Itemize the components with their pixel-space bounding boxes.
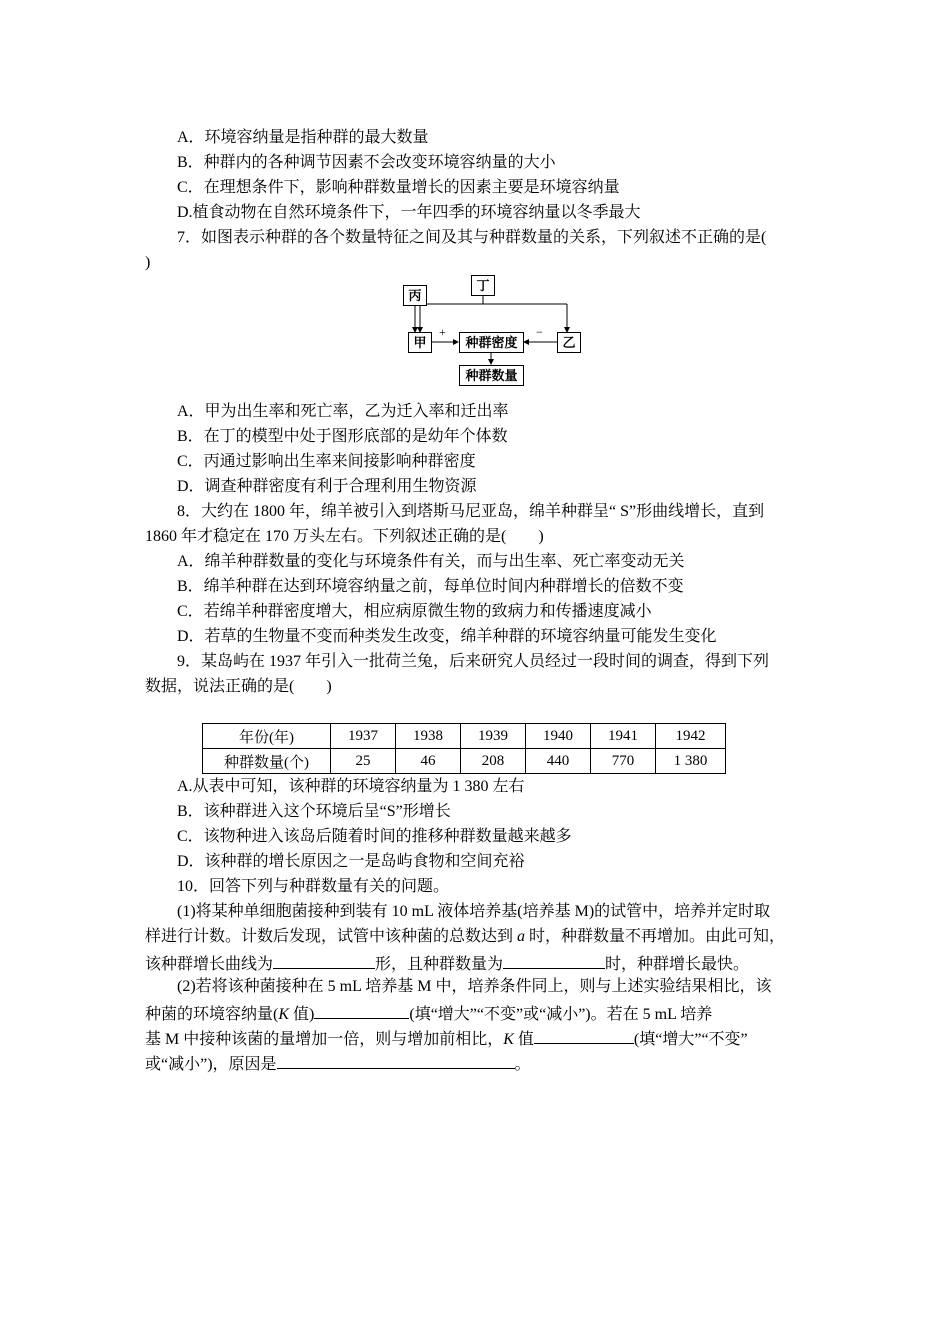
text-span: 基 M 中接种该菌的量增加一倍，则与增加前相比， [145,1031,504,1048]
table-cell: 25 [331,749,396,774]
q7-option-a: A．甲为出生率和死亡率，乙为迁入率和迁出率 [177,403,509,420]
q8-option-d: D．若草的生物量不变而种类发生改变，绵羊种群的环境容纳量可能发生变化 [177,628,717,645]
q10-part2-line1: (2)若将该种菌接种在 5 mL 培养基 M 中，培养条件同上，则与上述实验结果相比，该 [177,978,772,995]
q10-part2-line4 [145,1052,531,1075]
table-row [203,749,726,774]
text-span: 或“减小”)，原因是 [145,1056,277,1073]
answer-blank-4[interactable] [534,1027,634,1044]
table-header-cell: 年份(年) [203,724,331,749]
q6-option-b: B．种群内的各种调节因素不会改变环境容纳量的大小 [177,154,556,171]
box-count: 种群数量 [459,365,524,386]
text-span: (填“增大”“不变” [633,1031,748,1048]
q8-stem-2: 1860 年才稳定在 170 万头左右。下列叙述正确的是( ) [145,528,544,545]
box-bing: 丙 [403,285,427,306]
box-jia: 甲 [408,332,432,353]
q7-option-c: C．丙通过影响出生率来间接影响种群密度 [177,453,476,470]
q9-option-c: C．该物种进入该岛后随着时间的推移种群数量越来越多 [177,828,572,845]
q10-part2-line3 [145,1027,748,1050]
q8-option-c: C．若绵羊种群密度增大，相应病原微生物的致病力和传播速度减小 [177,603,652,620]
answer-blank-3[interactable] [314,1002,409,1019]
text-span: 种菌的环境容纳量( [145,1006,279,1023]
table-cell: 1 380 [656,749,726,774]
text-span: 时，种群增长最快。 [605,956,750,973]
q10-part1-line2 [145,927,785,947]
q6-option-c: C．在理想条件下，影响种群数量增长的因素主要是环境容纳量 [177,179,620,196]
text-span: 值) [289,1006,315,1023]
table-header-cell: 种群数量(个) [203,749,331,774]
box-yi: 乙 [557,332,581,353]
q9-option-d: D．该种群的增长原因之一是岛屿食物和空间充裕 [177,853,525,870]
q9-stem-2: 数据，说法正确的是( ) [145,678,332,695]
variable-k: K [278,1006,290,1023]
text-span: 。 [514,1056,531,1073]
plus-sign: + [439,325,446,339]
text-span: 形，且种群数量为 [375,956,504,973]
text-span: 时，种群数量不再增加。由此可知， [525,928,786,945]
table-cell: 46 [396,749,461,774]
q6-option-a: A．环境容纳量是指种群的最大数量 [177,129,429,146]
q8-option-a: A．绵羊种群数量的变化与环境条件有关，而与出生率、死亡率变动无关 [177,553,685,570]
table-cell: 208 [461,749,526,774]
text-span: 该种群增长曲线为 [145,956,274,973]
q9-stem: 9．某岛屿在 1937 年引入一批荷兰兔，后来研究人员经过一段时间的调查，得到下列 [177,653,770,670]
q8-stem: 8．大约在 1800 年，绵羊被引入到塔斯马尼亚岛，绵羊种群呈“ S”形曲线增长，直到 [177,503,765,520]
box-ding: 丁 [471,275,495,296]
q9-option-b: B．该种群进入这个环境后呈“S”形增长 [177,803,451,820]
q7-option-d: D．调查种群密度有利于合理利用生物资源 [177,478,477,495]
q10-stem: 10．回答下列与种群数量有关的问题。 [177,878,450,895]
table-cell: 1940 [526,724,591,749]
q10-part1-line3 [145,952,749,975]
answer-blank-1[interactable] [273,952,375,969]
population-diagram [400,272,585,390]
variable-k: K [503,1031,514,1048]
text-span: (填“增大”“不变”或“减小”)。若在 5 mL 培养 [409,1006,713,1023]
table-cell: 770 [591,749,656,774]
q8-option-b: B．绵羊种群在达到环境容纳量之前，每单位时间内种群增长的倍数不变 [177,578,684,595]
variable-a: a [517,928,526,945]
table-cell: 440 [526,749,591,774]
text-span: 值 [513,1031,534,1048]
q7-option-b: B．在丁的模型中处于图形底部的是幼年个体数 [177,428,508,445]
answer-blank-2[interactable] [503,952,605,969]
table-cell: 1939 [461,724,526,749]
rabbit-population-table [202,723,726,774]
q7-stem: 7．如图表示种群的各个数量特征之间及其与种群数量的关系，下列叙述不正确的是( [177,229,767,246]
q9-option-a: A.从表中可知，该种群的环境容纳量为 1 380 左右 [177,778,525,795]
table-cell: 1938 [396,724,461,749]
table-cell: 1941 [591,724,656,749]
q7-stem-end: ) [145,254,151,271]
q6-option-d: D.植食动物在自然环境条件下，一年四季的环境容纳量以冬季最大 [177,204,641,221]
answer-blank-5[interactable] [277,1052,515,1069]
table-row [203,724,726,749]
q10-part2-line2 [145,1002,712,1025]
table-cell: 1942 [656,724,726,749]
minus-sign: − [536,325,543,339]
q10-part1-line1: (1)将某种单细胞菌接种到装有 10 mL 液体培养基(培养基 M)的试管中，培养并定时取 [177,903,771,920]
box-density: 种群密度 [459,332,524,353]
table-cell: 1937 [331,724,396,749]
text-span: 样进行计数。计数后发现，试管中该种菌的总数达到 [145,928,518,945]
